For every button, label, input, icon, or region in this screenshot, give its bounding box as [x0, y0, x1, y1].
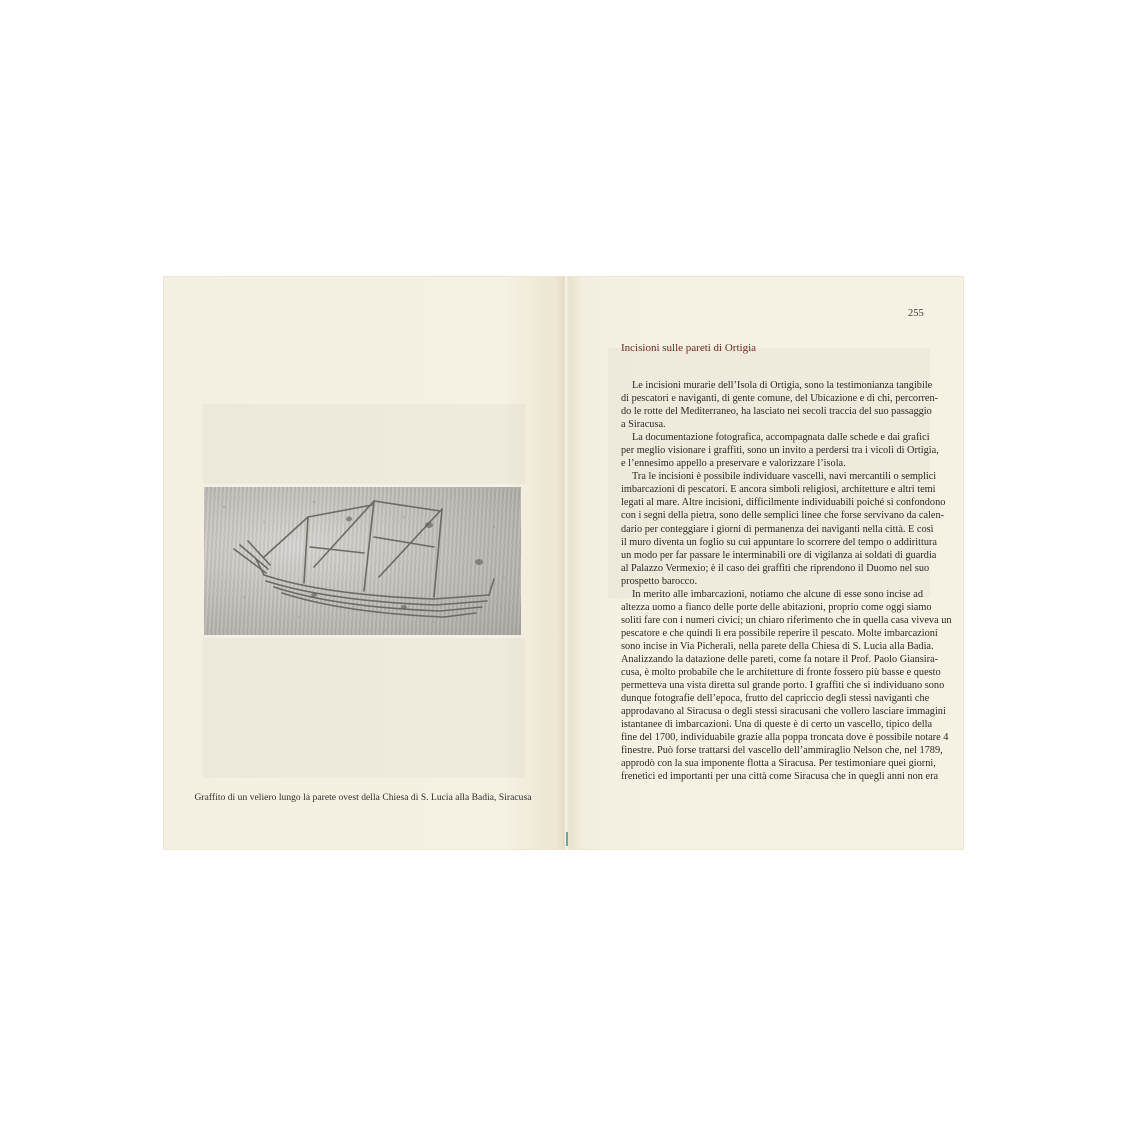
text-line: do le rotte del Mediterraneo, ha lasciato nei secoli traccia del suo passaggio: [621, 406, 932, 418]
text-line: approdavano al Siracusa o degli stessi siracusani che vollero lasciare immagini: [621, 706, 946, 718]
text-line: il muro diventa un foglio su cui appuntare lo scorrere del tempo o addirittura: [621, 536, 937, 548]
text-line: istantanee di imbarcazioni. Una di queste è di certo un vascello, tipico della: [621, 719, 933, 731]
text-line: a Siracusa.: [621, 419, 666, 431]
text-line: Analizzando la datazione delle pareti, come fa notare il Prof. Paolo Giansira-: [621, 653, 939, 665]
text-line: di pescatori e naviganti, di gente comune, del Ubicazione e di chi, percorren-: [621, 393, 939, 405]
text-line: La documentazione fotografica, accompagnata dalle schede e dai grafici: [632, 432, 930, 444]
book-spread: [163, 276, 964, 850]
text-line: dunque fotografie dell’epoca, frutto del capriccio degli stessi naviganti che: [621, 693, 930, 705]
text-line: soliti fare con i numeri civici; un chiaro riferimento che in quella casa viveva un: [621, 614, 952, 626]
section-title: Incisioni sulle pareti di Ortigia: [621, 342, 757, 354]
text-line: altezza uomo a fianco delle porte delle abitazioni, proprio come oggi siamo: [621, 601, 932, 613]
text-line: e l’ennesimo appello a preservare e valorizzare l’isola.: [621, 458, 846, 470]
text-line: frenetici ed importanti per una città come Siracusa che in quegli anni non era: [621, 771, 939, 783]
text-line: pescatore e che quindi lì era possibile reperire il pescato. Molte imbarcazioni: [621, 627, 938, 639]
body-text: [621, 379, 952, 783]
text-line: cusa, è molto probabile che le architetture di fronte fossero più basse e questo: [621, 667, 941, 679]
text-line: permetteva una vista diretta sul grande porto. I graffiti che si individuano sono: [621, 680, 945, 692]
text-line: fine del 1700, individuabile grazie alla poppa troncata dove è possibile notare 4: [621, 732, 949, 744]
text-line: In merito alle imbarcazioni, notiamo che alcune di esse sono incise ad: [632, 588, 923, 600]
text-line: finestre. Può forse trattarsi del vascello dell’ammiraglio Nelson che, nel 1789,: [621, 745, 943, 757]
page-number: 255: [908, 308, 924, 319]
text-line: imbarcazioni di pescatori. E ancora simboli religiosi, architetture e altri temi: [621, 484, 936, 496]
text-line: sono incise in Via Picherali, nella parete della Chiesa di S. Lucia alla Badia.: [621, 640, 934, 652]
text-line: Le incisioni murarie dell’Isola di Ortigia, sono la testimonianza tangibile: [632, 380, 933, 391]
photo-caption: Graffito di un veliero lungo la parete ovest della Chiesa di S. Lucia alla Badia, Siracusa: [194, 793, 532, 803]
graffito-photo: [204, 487, 521, 635]
text-line: legati al mare. Altre incisioni, difficilmente individuabili poiché si confondono: [621, 497, 946, 509]
text-line: Tra le incisioni è possibile individuare vascelli, navi mercantili o semplici: [632, 471, 937, 483]
text-line: prospetto barocco.: [621, 575, 698, 587]
text-line: con i segni della pietra, sono delle semplici linee che forse servivano da calen-: [621, 510, 945, 522]
left-page: [163, 276, 565, 850]
text-line: al Palazzo Vermexio; è il caso dei graffiti che riprendono il Duomo nel suo: [621, 562, 930, 574]
text-line: approdò con la sua imponente flotta a Siracusa. Per testimoniare quei giorni,: [621, 758, 936, 770]
text-line: dario per conteggiare i giorni di permanenza dei naviganti nella città. E così: [621, 523, 934, 535]
text-line: un modo per far passare le interminabili ore di vigilanza ai soldati di guardia: [621, 549, 937, 561]
text-line: per meglio visionare i graffiti, sono un invito a perdersi tra i vicoli di Ortigia,: [621, 445, 939, 457]
